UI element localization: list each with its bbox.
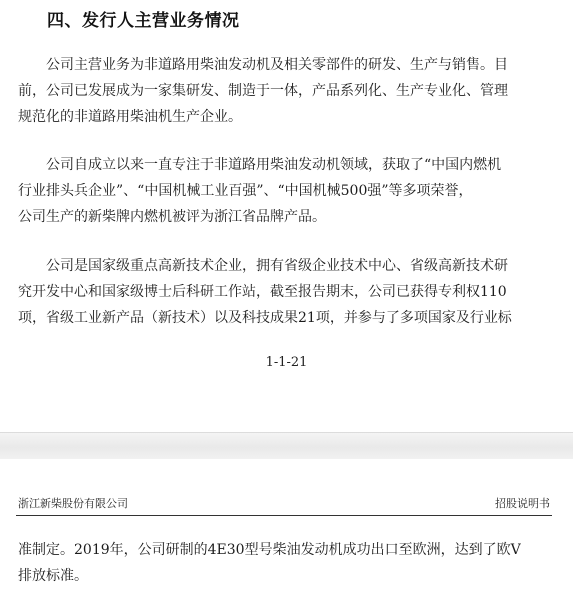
paragraph-line: 公司主营业务为非道路用柴油发动机及相关零部件的研发、生产与销售。目 (18, 57, 508, 73)
paragraph-line: 规范化的非道路用柴油机生产企业。 (18, 109, 242, 125)
section-heading: 四、发行人主营业务情况 (47, 11, 240, 31)
paragraph-line: 行业排头兵企业”、“中国机械工业百强”、“中国机械500强”等多项荣誉， (18, 183, 473, 199)
paragraph-continuation (18, 537, 553, 589)
paragraph-line: 前，公司已发展成为一家集研发、制造于一体，产品系列化、生产专业化、管理 (18, 83, 508, 99)
running-header (16, 495, 552, 516)
paragraph-line: 排放标准。 (18, 568, 88, 584)
header-document-title: 招股说明书 (495, 497, 550, 510)
paragraph-line: 公司自成立以来一直专注于非道路用柴油发动机领域，获取了“中国内燃机 (18, 157, 502, 173)
paragraph-line: 准制定。2019年，公司研制的4E30型号柴油发动机成功出口至欧洲，达到了欧V (18, 542, 521, 558)
paragraph-line: 公司生产的新柴牌内燃机被评为浙江省品牌产品。 (18, 209, 326, 225)
paragraph-honors (18, 152, 553, 230)
paragraph-line: 究开发中心和国家级博士后科研工作站，截至报告期末，公司已获得专利权110 (18, 284, 507, 300)
page-number: 1-1-21 (265, 355, 308, 370)
paragraph-line: 公司是国家级重点高新技术企业，拥有省级企业技术中心、省级高新技术研 (18, 258, 508, 274)
header-company-name: 浙江新柴股份有限公司 (18, 497, 128, 510)
paragraph-technology (18, 253, 553, 331)
paragraph-line: 项，省级工业新产品（新技术）以及科技成果21项，并参与了多项国家及行业标 (18, 310, 512, 326)
page-separator (0, 432, 573, 460)
document-page-bottom (0, 459, 573, 599)
paragraph-main-business (18, 52, 553, 130)
